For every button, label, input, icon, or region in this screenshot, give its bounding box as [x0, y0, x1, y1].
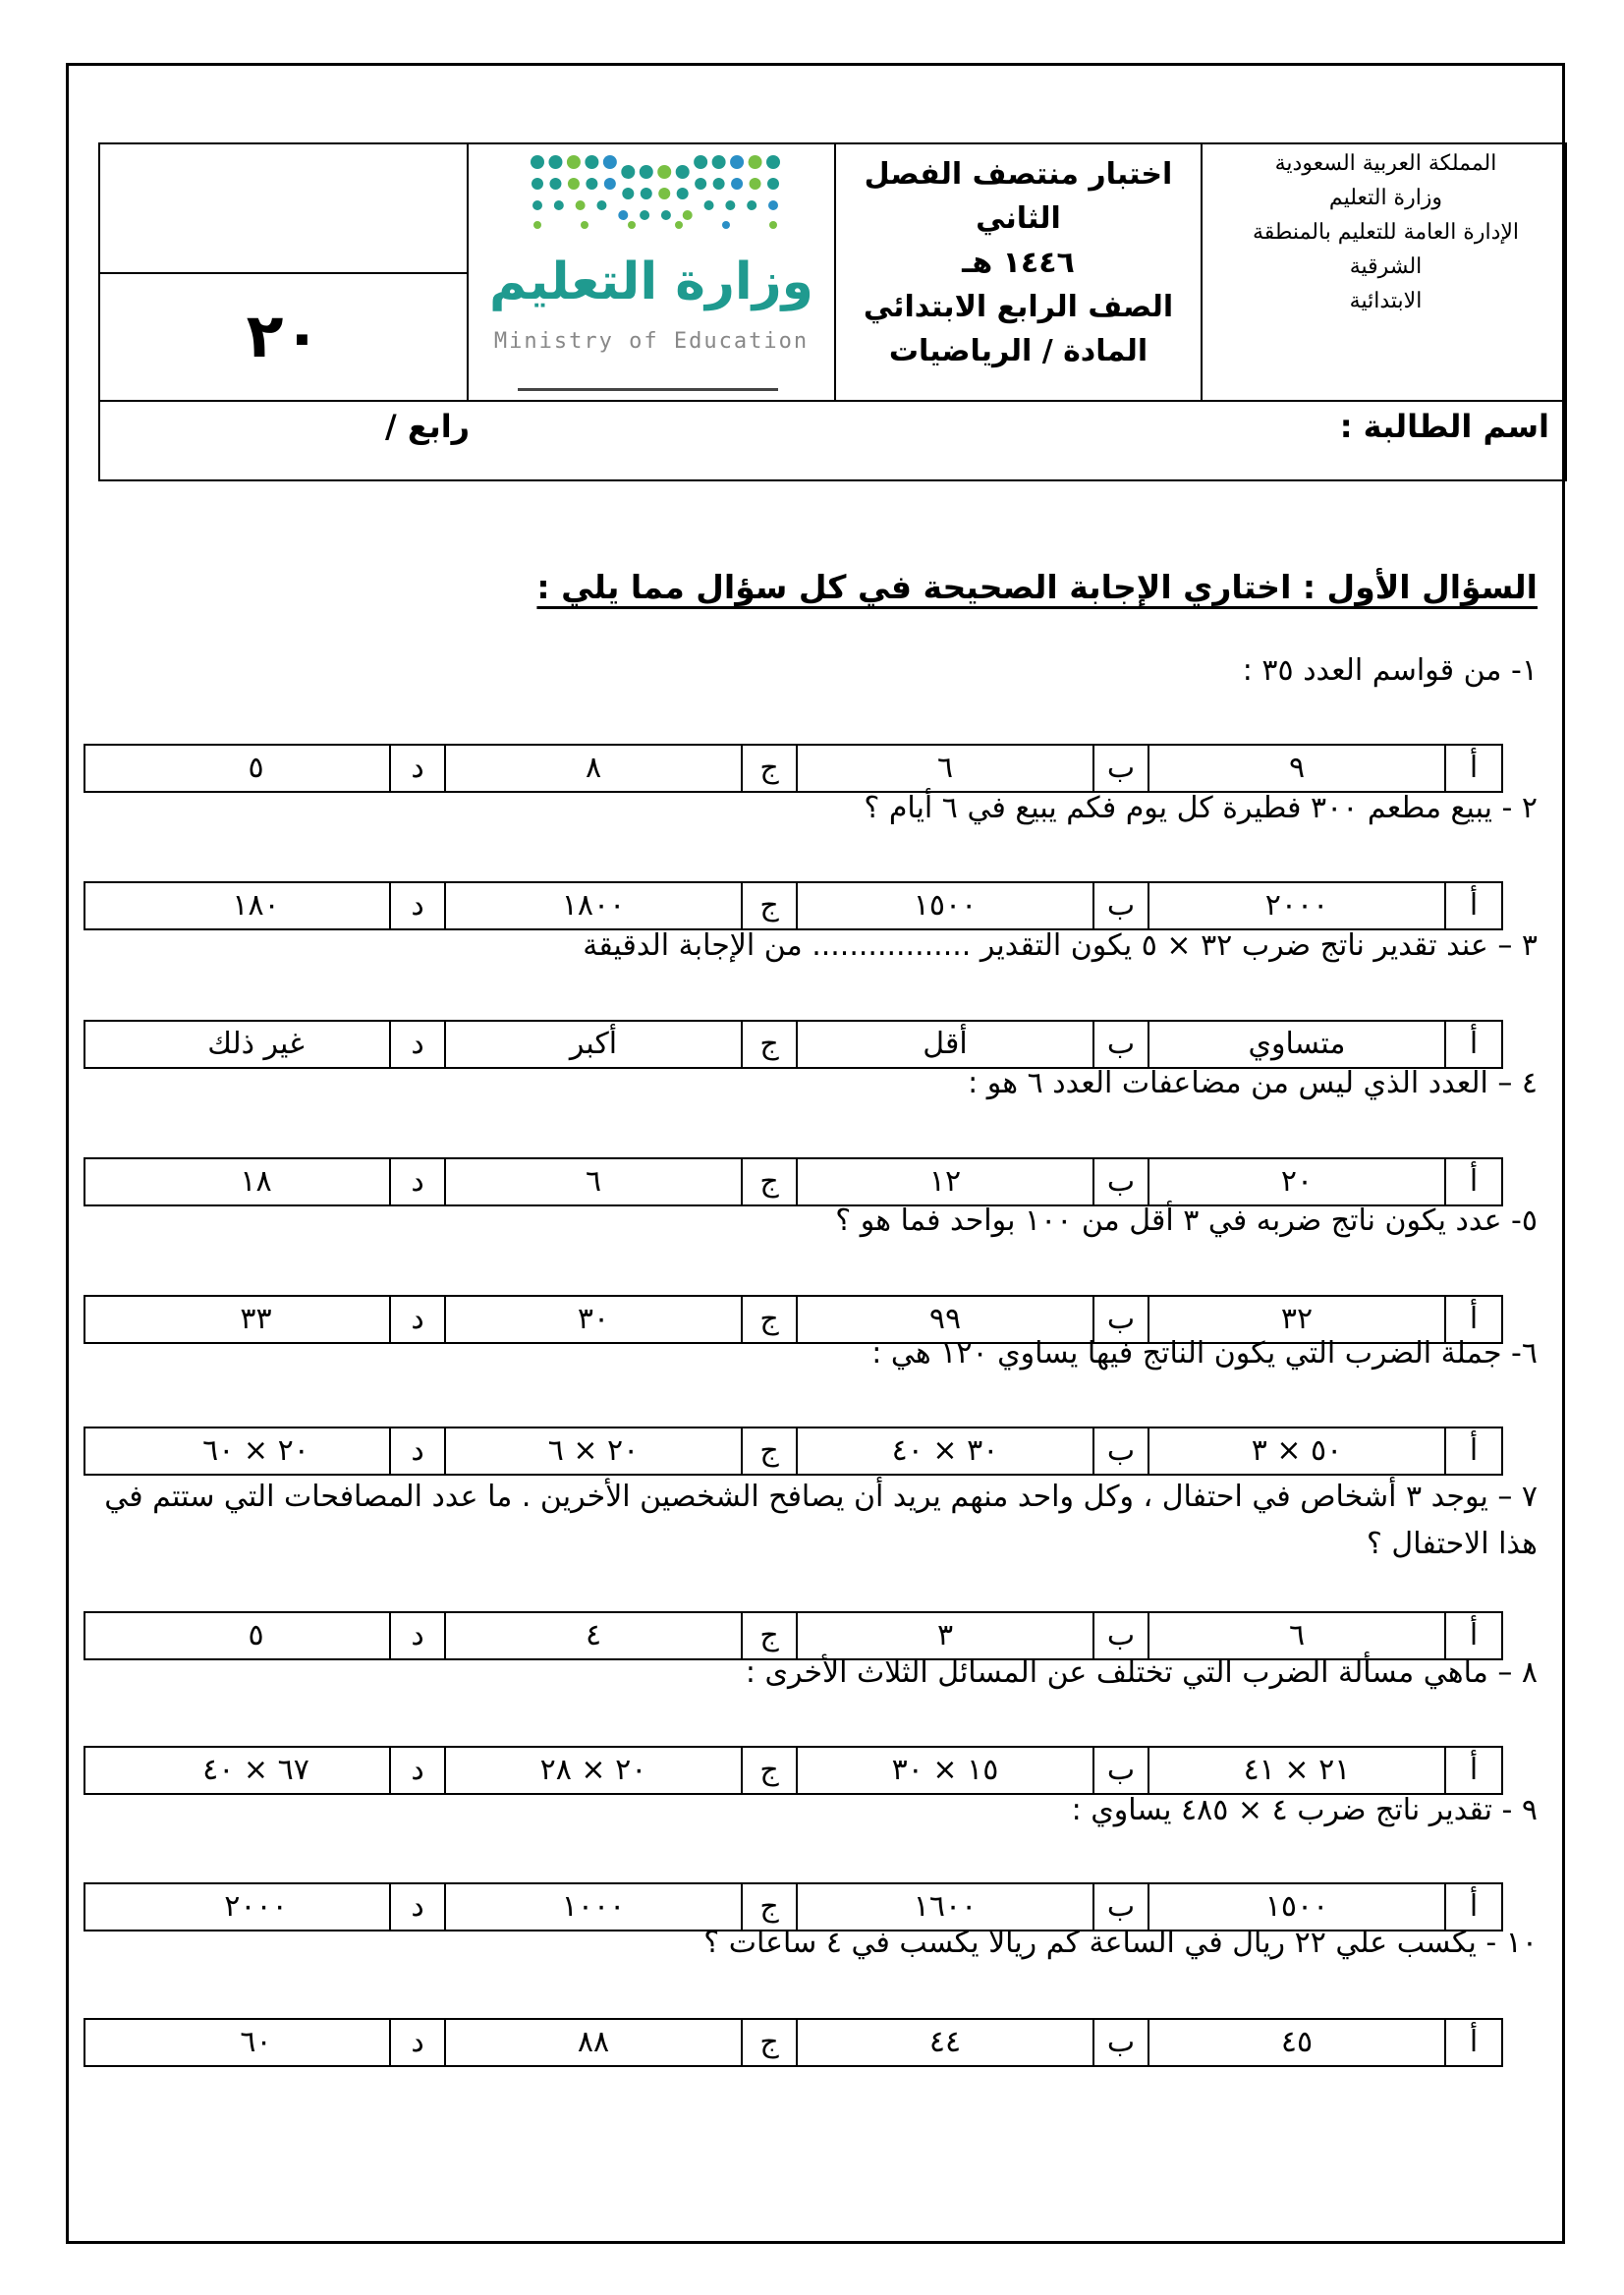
section-title: السؤال الأول : اختاري الإجابة الصحيحة في كل سؤال مما يلي : — [536, 568, 1538, 606]
answer-option[interactable] — [446, 1884, 798, 1930]
option-letter: أ — [1444, 883, 1501, 928]
ministry-info — [1203, 146, 1569, 318]
option-letter: د — [389, 2020, 446, 2065]
answer-option[interactable] — [123, 1613, 446, 1658]
answer-option[interactable] — [798, 1748, 1149, 1793]
logo-dot — [749, 155, 762, 169]
answer-option[interactable] — [1149, 883, 1501, 928]
option-value: ٢٠ × ٦ — [547, 1433, 640, 1468]
answer-option[interactable] — [1149, 746, 1501, 791]
answer-option[interactable] — [123, 1428, 446, 1474]
option-letter: د — [389, 883, 446, 928]
question-text: ٣ – عند تقدير ناتج ضرب ٣٢ × ٥ يكون التقدير ................. من الإجابة الدقيقة — [583, 928, 1538, 963]
option-value: ٢١ × ٤١ — [1243, 1753, 1351, 1787]
logo-dot — [675, 221, 683, 229]
option-value: ١٠٠٠ — [561, 1889, 626, 1924]
logo-dot — [722, 221, 730, 229]
option-value: أكبر — [569, 1027, 618, 1061]
logo-dot — [712, 155, 726, 169]
logo-dot — [750, 178, 761, 190]
answer-option[interactable] — [798, 746, 1149, 791]
option-letter: ج — [741, 1297, 798, 1342]
logo-dot — [704, 200, 714, 210]
option-letter: أ — [1444, 1884, 1501, 1930]
logo-dot — [621, 165, 635, 179]
answer-option[interactable] — [1149, 1748, 1501, 1793]
logo-underline — [518, 388, 778, 391]
logo-dot — [618, 210, 628, 220]
option-value: ٦٠ — [240, 2025, 272, 2059]
option-value: غير ذلك — [207, 1027, 305, 1061]
answer-option[interactable] — [1149, 1159, 1501, 1204]
option-letter: ج — [741, 1159, 798, 1204]
answer-option[interactable] — [1149, 1428, 1501, 1474]
question-text: ٦- جملة الضرب التي يكون الناتج فيها يساوي ١٢٠ هي : — [871, 1336, 1538, 1371]
answer-option[interactable] — [446, 883, 798, 928]
question-text: ١- من قواسم العدد ٣٥ : — [1242, 653, 1538, 688]
answer-option[interactable] — [446, 1159, 798, 1204]
option-value: ٩ — [1288, 751, 1306, 785]
answer-options-row — [84, 1882, 1503, 1931]
logo-dot — [725, 200, 735, 210]
exam-title-line2: الثاني — [976, 201, 1061, 236]
logo-dot — [628, 221, 636, 229]
total-score: ٢٠ — [246, 300, 321, 371]
answer-option[interactable] — [798, 2020, 1149, 2065]
option-letter: أ — [1444, 1428, 1501, 1474]
logo-dot — [586, 178, 597, 190]
score-blank — [100, 144, 467, 274]
answer-option[interactable] — [123, 1297, 446, 1342]
option-value: ٥٠ × ٣ — [1251, 1433, 1343, 1468]
question-text: ٥- عدد يكون ناتج ضربه في ٣ أقل من ١٠٠ بواحد فما هو ؟ — [835, 1203, 1538, 1238]
option-value: ١٨٠ — [232, 888, 280, 923]
answer-option[interactable] — [1149, 1884, 1501, 1930]
logo-dot — [683, 210, 693, 220]
ministry-line: الإدارة العامة للتعليم بالمنطقة — [1252, 220, 1520, 245]
option-value: ٣٠ — [577, 1302, 610, 1336]
logo-dot — [532, 178, 543, 190]
logo-cell — [469, 144, 836, 400]
answer-option[interactable] — [798, 1884, 1149, 1930]
answer-option[interactable] — [798, 1613, 1149, 1658]
student-name-label: اسم الطالبة : — [1339, 408, 1549, 445]
option-letter: د — [389, 1297, 446, 1342]
answer-options-row — [84, 1020, 1503, 1069]
option-value: متساوي — [1248, 1027, 1346, 1061]
logo-dot — [622, 188, 634, 199]
logo-arabic-text: وزارة التعليم — [489, 252, 813, 311]
option-value: ٦ — [1288, 1618, 1306, 1652]
option-value: ٢٠ × ٦٠ — [202, 1433, 309, 1468]
logo-dot — [661, 210, 671, 220]
option-letter: ج — [741, 2020, 798, 2065]
option-value: ٩٩ — [928, 1302, 962, 1336]
answer-option[interactable] — [446, 1022, 798, 1067]
answer-option[interactable] — [446, 1613, 798, 1658]
logo-dot — [768, 200, 778, 210]
answer-option[interactable] — [1149, 1613, 1501, 1658]
answer-options-row — [84, 2018, 1503, 2067]
option-letter: ب — [1092, 1428, 1149, 1474]
logo-dot — [713, 178, 725, 190]
logo-dot — [695, 178, 706, 190]
option-value: ٢٠ × ٢٨ — [539, 1753, 647, 1787]
logo-english-text: Ministry of Education — [493, 329, 810, 354]
option-letter: ج — [741, 1748, 798, 1793]
logo-dot — [532, 200, 542, 210]
option-letter: د — [389, 1613, 446, 1658]
logo-dot — [554, 200, 564, 210]
logo-dot — [581, 221, 588, 229]
question-text: ٩ - تقدير ناتج ضرب ٤ × ٤٨٥ يساوي : — [1071, 1793, 1538, 1827]
answer-option[interactable] — [1149, 2020, 1501, 2065]
option-value: ٢٠٠٠ — [1264, 888, 1329, 923]
answer-option[interactable] — [798, 883, 1149, 928]
question-text: ٨ – ماهي مسألة الضرب التي تختلف عن المسائل الثلاث الأخرى : — [745, 1655, 1538, 1690]
option-letter: ب — [1092, 883, 1149, 928]
option-letter: د — [389, 1884, 446, 1930]
logo-dot — [657, 165, 671, 179]
logo-dot — [769, 221, 777, 229]
logo-dot — [731, 178, 743, 190]
option-letter: ب — [1092, 1022, 1149, 1067]
logo-dot — [677, 188, 689, 199]
answer-option[interactable] — [446, 1428, 798, 1474]
option-value: ٤٤ — [928, 2025, 962, 2059]
answer-options-row — [84, 1157, 1503, 1206]
answer-option[interactable] — [798, 1022, 1149, 1067]
logo-dot — [676, 165, 690, 179]
ministry-cell — [1203, 144, 1569, 400]
answer-option[interactable] — [798, 1159, 1149, 1204]
option-value: ١٦٠٠ — [913, 1889, 978, 1924]
option-value: ٢٠ — [1280, 1164, 1314, 1199]
answer-options-row — [84, 1427, 1503, 1476]
logo-dot — [576, 200, 586, 210]
header-divider — [100, 400, 1565, 402]
question-text: ٤ – العدد الذي ليس من مضاعفات العدد ٦ هو : — [968, 1066, 1538, 1100]
option-letter: د — [389, 746, 446, 791]
option-value: أقل — [923, 1027, 968, 1061]
option-value: ٦ — [585, 1164, 602, 1199]
option-letter: د — [389, 1022, 446, 1067]
option-letter: أ — [1444, 1022, 1501, 1067]
option-letter: أ — [1444, 1748, 1501, 1793]
option-value: ٦ — [936, 751, 954, 785]
logo-dot — [694, 155, 707, 169]
option-value: ٢٠٠٠ — [224, 1889, 288, 1924]
option-letter: ج — [741, 1613, 798, 1658]
option-value: ٨٨ — [577, 2025, 610, 2059]
ministry-logo-icon — [528, 150, 783, 239]
logo-dot — [658, 188, 670, 199]
logo-dot — [766, 155, 780, 169]
option-letter: د — [389, 1159, 446, 1204]
answer-option[interactable] — [446, 1748, 798, 1793]
option-value: ٣٣ — [240, 1302, 272, 1336]
logo-dot — [568, 178, 580, 190]
option-letter: ب — [1092, 1884, 1149, 1930]
option-value: ١٥ × ٣٠ — [891, 1753, 999, 1787]
question-text: ٢ - يبيع مطعم ٣٠٠ فطيرة كل يوم فكم يبيع في ٦ أيام ؟ — [864, 791, 1538, 825]
logo-dot — [567, 155, 581, 169]
answer-option[interactable] — [123, 1022, 446, 1067]
option-letter: ج — [741, 1428, 798, 1474]
logo-dot — [767, 178, 779, 190]
logo-dot — [596, 200, 606, 210]
answer-option[interactable] — [123, 1748, 446, 1793]
option-letter: ب — [1092, 746, 1149, 791]
option-value: ٣ — [936, 1618, 954, 1652]
ministry-line: الشرقية — [1349, 254, 1423, 279]
option-letter: د — [389, 1428, 446, 1474]
answer-option[interactable] — [446, 1297, 798, 1342]
answer-option[interactable] — [446, 2020, 798, 2065]
option-letter: ج — [741, 746, 798, 791]
ministry-line: الابتدائية — [1349, 289, 1423, 313]
logo-dot — [730, 155, 744, 169]
logo-dot — [604, 178, 616, 190]
option-letter: ب — [1092, 1748, 1149, 1793]
answer-option[interactable] — [123, 746, 446, 791]
option-value: ٣٢ — [1280, 1302, 1314, 1336]
ministry-line: وزارة التعليم — [1328, 186, 1443, 210]
option-value: ٤٥ — [1280, 2025, 1314, 2059]
answer-option[interactable] — [446, 746, 798, 791]
question-text: ٧ – يوجد ٣ أشخاص في احتفال ، وكل واحد منهم يريد أن يصافح الشخصين الأخرين . ما عدد المصافحات التي ستتم في هذا الاحتفال ؟ — [104, 1480, 1538, 1561]
option-value: ٥ — [248, 1618, 264, 1652]
option-value: ٥ — [248, 751, 264, 785]
answer-options-row — [84, 744, 1503, 793]
logo-dot — [640, 165, 653, 179]
option-letter: ج — [741, 1022, 798, 1067]
option-value: ٣٠ × ٤٠ — [891, 1433, 999, 1468]
logo-dot — [548, 155, 562, 169]
option-value: ١٨ — [240, 1164, 272, 1199]
option-letter: ب — [1092, 1613, 1149, 1658]
option-value: ١٢ — [928, 1164, 962, 1199]
answer-option[interactable] — [123, 883, 446, 928]
option-value: ١٥٠٠ — [1264, 1889, 1329, 1924]
exam-title — [836, 152, 1201, 373]
option-letter: ج — [741, 1884, 798, 1930]
answer-option[interactable] — [798, 1428, 1149, 1474]
logo-dot — [603, 155, 617, 169]
question-text: ١٠ - يكسب علي ٢٢ ريال في الساعة كم ريالا يكسب في ٤ ساعات ؟ — [703, 1926, 1538, 1960]
option-letter: د — [389, 1748, 446, 1793]
logo-dot — [531, 155, 544, 169]
answer-options-row — [84, 1746, 1503, 1795]
option-value: ٨ — [585, 751, 602, 785]
exam-header — [98, 142, 1567, 481]
exam-year: ١٤٤٦ هـ — [962, 246, 1075, 280]
answer-options-row — [84, 1611, 1503, 1660]
exam-info-cell — [836, 144, 1203, 400]
logo-dot — [549, 178, 561, 190]
grade-line: الصف الرابع الابتدائي — [863, 290, 1174, 324]
ministry-line: المملكة العربية السعودية — [1274, 151, 1497, 176]
answer-options-row — [84, 881, 1503, 930]
class-label: رابع / — [385, 408, 471, 445]
logo-dot — [747, 200, 756, 210]
option-letter: أ — [1444, 1159, 1501, 1204]
option-value: ١٥٠٠ — [913, 888, 978, 923]
answer-option[interactable] — [1149, 1022, 1501, 1067]
logo-dot — [640, 210, 649, 220]
answer-option[interactable] — [123, 2020, 446, 2065]
option-value: ٦٧ × ٤٠ — [202, 1753, 309, 1787]
option-letter: أ — [1444, 1297, 1501, 1342]
logo-dot — [585, 155, 598, 169]
option-value: ١٨٠٠ — [561, 888, 626, 923]
option-letter: ب — [1092, 2020, 1149, 2065]
option-letter: ب — [1092, 1159, 1149, 1204]
subject-line: المادة / الرياضيات — [888, 334, 1148, 368]
answer-option[interactable] — [123, 1159, 446, 1204]
option-letter: أ — [1444, 1613, 1501, 1658]
score-cell — [100, 144, 469, 400]
option-letter: أ — [1444, 746, 1501, 791]
logo-dot — [641, 188, 652, 199]
option-letter: أ — [1444, 2020, 1501, 2065]
logo-dot — [533, 221, 541, 229]
option-letter: ب — [1092, 1297, 1149, 1342]
option-letter: ج — [741, 883, 798, 928]
exam-title-line1: اختبار منتصف الفصل — [864, 157, 1173, 192]
answer-option[interactable] — [123, 1884, 446, 1930]
option-value: ٤ — [585, 1618, 602, 1652]
